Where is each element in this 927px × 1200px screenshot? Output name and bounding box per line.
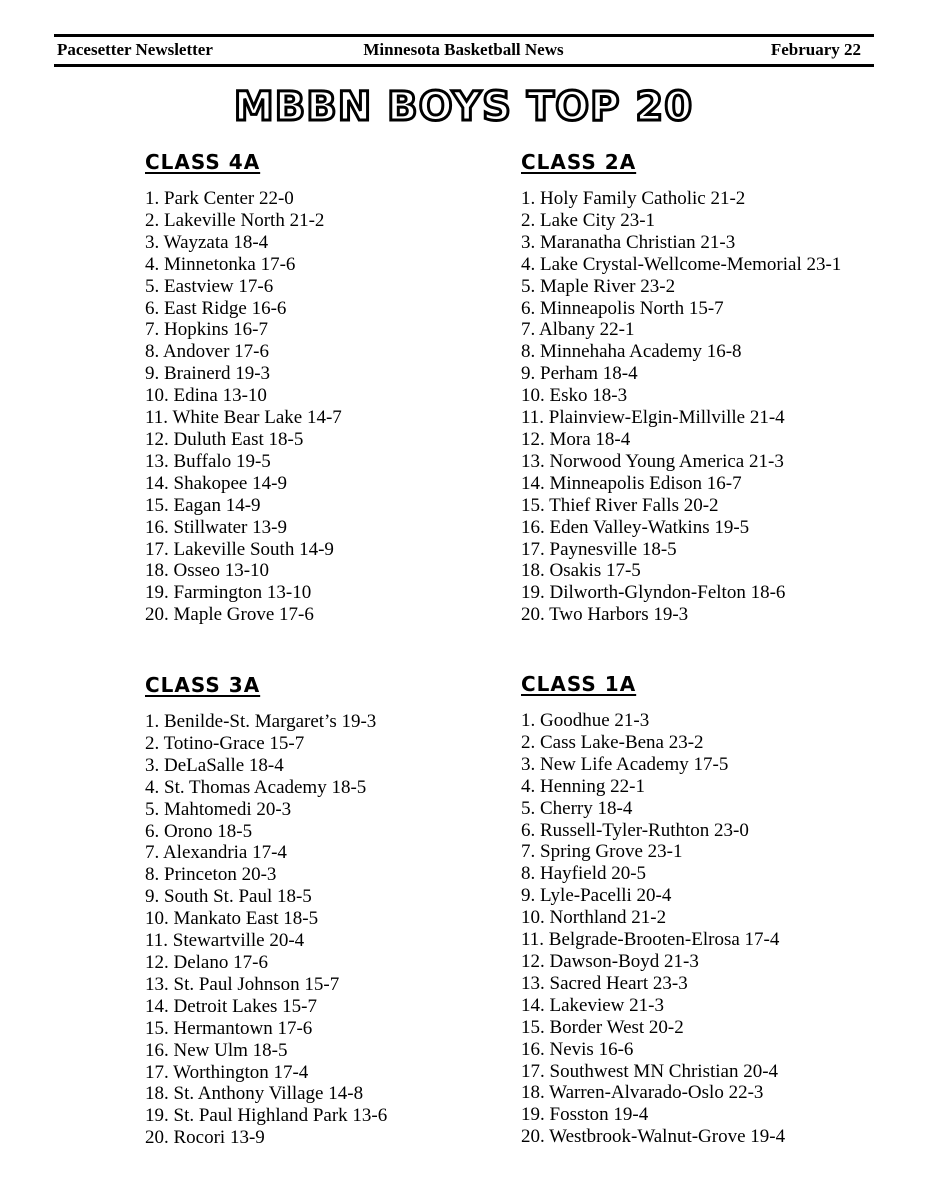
ranking-item: 2. Totino-Grace 15-7 — [145, 732, 305, 754]
ranking-item: 2. Lakeville North 21-2 — [145, 209, 325, 231]
ranking-item: 12. Delano 17-6 — [145, 951, 268, 973]
ranking-item: 19. Farmington 13-10 — [145, 582, 312, 604]
ranking-item: 16. Nevis 16-6 — [521, 1038, 634, 1060]
ranking-item: 7. Albany 22-1 — [521, 319, 635, 341]
ranking-item: 10. Edina 13-10 — [145, 385, 267, 407]
class-2a-rankings — [521, 188, 841, 626]
ranking-item: 10. Northland 21-2 — [521, 907, 667, 929]
ranking-item: 12. Mora 18-4 — [521, 428, 631, 450]
ranking-item: 6. East Ridge 16-6 — [145, 297, 287, 319]
ranking-item: 9. Perham 18-4 — [521, 363, 638, 385]
page-title — [0, 84, 927, 130]
ranking-item: 13. Buffalo 19-5 — [145, 450, 271, 472]
ranking-item: 6. Minneapolis North 15-7 — [521, 297, 724, 319]
ranking-item: 7. Spring Grove 23-1 — [521, 841, 683, 863]
ranking-item: 16. Stillwater 13-9 — [145, 516, 287, 538]
ranking-item: 2. Lake City 23-1 — [521, 209, 656, 231]
ranking-item: 20. Two Harbors 19-3 — [521, 604, 689, 626]
ranking-item: 10. Mankato East 18-5 — [145, 908, 319, 930]
ranking-item: 17. Worthington 17-4 — [145, 1061, 309, 1083]
ranking-item: 14. Shakopee 14-9 — [145, 472, 287, 494]
ranking-item: 1. Park Center 22-0 — [145, 188, 294, 209]
ranking-item: 3. DeLaSalle 18-4 — [145, 754, 284, 776]
ranking-item: 8. Andover 17-6 — [145, 341, 270, 363]
ranking-item: 4. Minnetonka 17-6 — [145, 253, 296, 275]
header-bottom-rule — [54, 64, 874, 67]
ranking-item: 4. Lake Crystal-Wellcome-Memorial 23-1 — [521, 253, 842, 275]
ranking-item: 4. Henning 22-1 — [521, 775, 646, 797]
ranking-item: 5. Maple River 23-2 — [521, 275, 676, 297]
ranking-item: 15. Thief River Falls 20-2 — [521, 494, 719, 516]
ranking-item: 20. Maple Grove 17-6 — [145, 604, 314, 626]
ranking-item: 3. New Life Academy 17-5 — [521, 753, 729, 775]
ranking-item: 1. Holy Family Catholic 21-2 — [521, 188, 746, 209]
ranking-item: 8. Princeton 20-3 — [145, 864, 277, 886]
ranking-item: 18. Warren-Alvarado-Oslo 22-3 — [521, 1082, 764, 1104]
ranking-item: 18. St. Anthony Village 14-8 — [145, 1083, 364, 1105]
ranking-item: 12. Dawson-Boyd 21-3 — [521, 950, 699, 972]
ranking-item: 3. Wayzata 18-4 — [145, 231, 269, 253]
issue-date: February 22 — [770, 40, 861, 59]
ranking-item: 16. Eden Valley-Watkins 19-5 — [521, 516, 750, 538]
ranking-item: 4. St. Thomas Academy 18-5 — [145, 776, 367, 798]
ranking-item: 6. Russell-Tyler-Ruthton 23-0 — [521, 819, 749, 841]
ranking-item: 15. Hermantown 17-6 — [145, 1017, 313, 1039]
class-2a-title: CLASS 2A — [521, 150, 637, 174]
class-1a-rankings — [521, 710, 785, 1148]
ranking-item: 17. Southwest MN Christian 20-4 — [521, 1060, 779, 1082]
class-1a-section — [521, 672, 785, 1148]
class-3a-rankings — [145, 711, 387, 1149]
ranking-item: 5. Cherry 18-4 — [521, 797, 633, 819]
ranking-item: 3. Maranatha Christian 21-3 — [521, 231, 736, 253]
ranking-item: 19. Fosston 19-4 — [521, 1104, 649, 1126]
ranking-item: 9. Lyle-Pacelli 20-4 — [521, 885, 672, 907]
ranking-item: 11. White Bear Lake 14-7 — [145, 407, 342, 429]
ranking-item: 15. Eagan 14-9 — [145, 494, 261, 516]
ranking-item: 13. Sacred Heart 23-3 — [521, 972, 688, 994]
class-1a-title: CLASS 1A — [521, 672, 637, 696]
ranking-item: 11. Belgrade-Brooten-Elrosa 17-4 — [521, 929, 780, 951]
ranking-item: 12. Duluth East 18-5 — [145, 428, 304, 450]
ranking-item: 14. Detroit Lakes 15-7 — [145, 995, 318, 1017]
header-top-rule — [54, 34, 874, 37]
class-4a-section — [145, 150, 342, 626]
ranking-item: 1. Benilde-St. Margaret’s 19-3 — [145, 711, 377, 732]
ranking-item: 1. Goodhue 21-3 — [521, 710, 650, 731]
ranking-item: 16. New Ulm 18-5 — [145, 1039, 288, 1061]
ranking-item: 9. Brainerd 19-3 — [145, 363, 271, 385]
ranking-item: 10. Esko 18-3 — [521, 385, 628, 407]
ranking-item: 17. Paynesville 18-5 — [521, 538, 677, 560]
ranking-item: 18. Osakis 17-5 — [521, 560, 641, 582]
ranking-item: 11. Stewartville 20-4 — [145, 930, 305, 952]
class-4a-rankings — [145, 188, 342, 626]
class-4a-title: CLASS 4A — [145, 150, 261, 174]
ranking-item: 8. Hayfield 20-5 — [521, 863, 647, 885]
ranking-item: 5. Mahtomedi 20-3 — [145, 798, 292, 820]
class-3a-section — [145, 673, 387, 1149]
publication-name: Minnesota Basketball News — [363, 40, 564, 59]
class-3a-title: CLASS 3A — [145, 673, 261, 697]
ranking-item: 5. Eastview 17-6 — [145, 275, 274, 297]
ranking-item: 9. South St. Paul 18-5 — [145, 886, 312, 908]
ranking-item: 20. Rocori 13-9 — [145, 1127, 265, 1149]
ranking-item: 19. St. Paul Highland Park 13-6 — [145, 1105, 388, 1127]
ranking-item: 7. Hopkins 16-7 — [145, 319, 268, 341]
page-title-text: MBBN BOYS TOP 20 — [233, 84, 694, 130]
ranking-item: 20. Westbrook-Walnut-Grove 19-4 — [521, 1126, 786, 1148]
ranking-item: 8. Minnehaha Academy 16-8 — [521, 341, 742, 363]
ranking-item: 13. Norwood Young America 21-3 — [521, 450, 784, 472]
ranking-item: 7. Alexandria 17-4 — [145, 842, 287, 864]
ranking-item: 13. St. Paul Johnson 15-7 — [145, 973, 340, 995]
class-2a-section — [521, 150, 841, 626]
ranking-item: 6. Orono 18-5 — [145, 820, 253, 842]
newsletter-name: Pacesetter Newsletter — [57, 40, 213, 59]
ranking-item: 2. Cass Lake-Bena 23-2 — [521, 731, 704, 753]
ranking-item: 18. Osseo 13-10 — [145, 560, 270, 582]
ranking-item: 15. Border West 20-2 — [521, 1016, 684, 1038]
ranking-item: 11. Plainview-Elgin-Millville 21-4 — [521, 407, 785, 429]
ranking-item: 14. Lakeview 21-3 — [521, 994, 664, 1016]
ranking-item: 14. Minneapolis Edison 16-7 — [521, 472, 742, 494]
ranking-item: 19. Dilworth-Glyndon-Felton 18-6 — [521, 582, 786, 604]
ranking-item: 17. Lakeville South 14-9 — [145, 538, 334, 560]
